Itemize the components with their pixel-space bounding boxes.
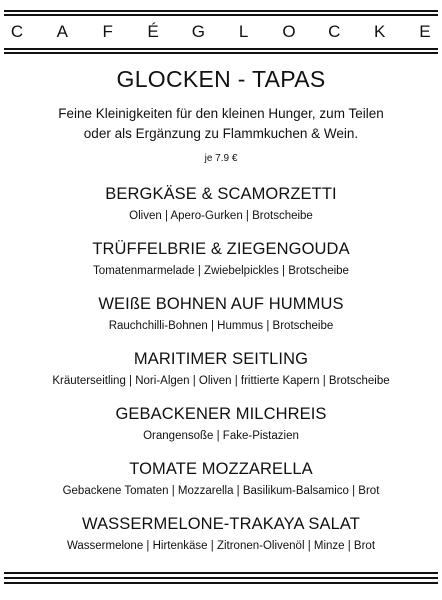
menu-price: je 7.9 € [204,153,238,164]
footer-rule-1 [4,572,438,574]
menu-item [0,404,442,459]
menu-items [0,184,442,569]
header-rule-bottom-2 [4,52,438,54]
menu-item-desc: Orangensoße | Fake-Pistazien [143,430,299,442]
menu-item [0,459,442,514]
brand-letter: L [238,22,249,41]
brand-letter: K [373,22,386,41]
footer-rule-3 [4,582,438,584]
brand-letter: É [147,22,159,41]
menu-item-desc: Gebackene Tomaten | Mozzarella | Basilikum-Balsamico | Brot [62,485,380,497]
brand-letter: C [328,22,341,41]
header-rule-top-2 [4,14,438,16]
menu-item-desc: Wassermelone | Hirtenkäse | Zitronen-Olivenöl | Minze | Brot [66,540,376,552]
footer-rule-2 [4,577,438,579]
menu-intro [0,104,442,144]
menu-intro-line: Feine Kleinigkeiten für den kleinen Hunger, zum Teilen [58,106,384,121]
menu-item-desc: Oliven | Apero-Gurken | Brotscheibe [129,210,313,222]
brand-letter: A [56,22,68,41]
menu-item-desc: Kräuterseitling | Nori-Algen | Oliven | frittierte Kapern | Brotscheibe [52,375,390,387]
brand-name [0,22,442,42]
menu-item [0,239,442,294]
header-rule-bottom-1 [4,48,438,50]
menu-intro-line: oder als Ergänzung zu Flammkuchen & Wein. [83,126,359,141]
menu-item-name: WEIßE BOHNEN AUF HUMMUS [98,295,344,313]
brand-letter: O [282,22,296,41]
footer-rules [0,570,442,600]
brand-letter: E [419,22,431,41]
menu-item-name: TRÜFFELBRIE & ZIEGENGOUDA [92,240,350,258]
header-rule-top-1 [4,10,438,12]
menu-item-name: GEBACKENER MILCHREIS [115,405,327,423]
menu-item-desc: Tomatenmarmelade | Zwiebelpickles | Brotscheibe [93,265,349,277]
menu-item [0,294,442,349]
brand-letter: C [10,22,24,41]
menu-item [0,349,442,404]
menu-item [0,514,442,569]
brand-letter: F [102,22,113,41]
menu-item-desc: Rauchchilli-Bohnen | Hummus | Brotscheibe [108,320,334,332]
brand-letter: G [191,22,205,41]
menu-item-name: BERGKÄSE & SCAMORZETTI [105,185,337,203]
menu-item [0,184,442,239]
menu-item-name: MARITIMER SEITLING [133,350,309,368]
menu-title: GLOCKEN - TAPAS [116,66,326,92]
menu-item-name: TOMATE MOZZARELLA [129,460,313,478]
header [0,10,442,54]
menu-item-name: WASSERMELONE-TRAKAYA SALAT [82,515,360,533]
